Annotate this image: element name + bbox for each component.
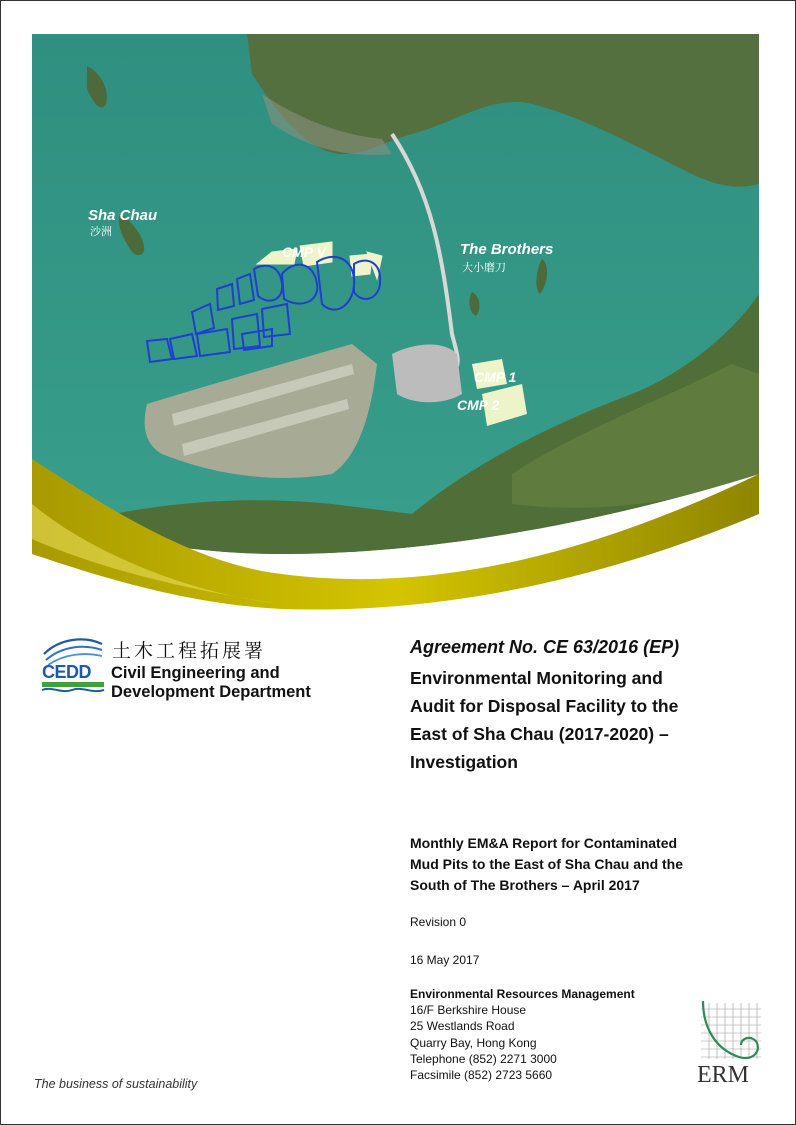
cmp-2-label: CMP 2	[457, 397, 500, 413]
report-title-line3: East of Sha Chau (2017-2020) –	[410, 724, 669, 744]
subtitle-line2: Mud Pits to the East of Sha Chau and the	[410, 856, 684, 872]
erm-address	[410, 986, 635, 1083]
address-facsimile: Facsimile (852) 2723 5660	[410, 1068, 553, 1083]
cmp-v-label: CMP V	[282, 244, 326, 260]
boundary-crossing-island	[392, 345, 462, 403]
cedd-english-name	[111, 664, 311, 702]
report-title-line1: Environmental Monitoring and	[410, 668, 663, 688]
sha-chau-cn-label: 沙洲	[90, 225, 112, 238]
address-telephone: Telephone (852) 2271 3000	[410, 1051, 557, 1066]
subtitle-line1: Monthly EM&A Report for Contaminated	[410, 835, 678, 851]
address-line3: Quarry Bay, Hong Kong	[410, 1035, 537, 1050]
report-date: 16 May 2017	[410, 953, 480, 967]
erm-logo-text: ERM	[697, 1062, 750, 1088]
cedd-chinese-name: 土木工程拓展署	[112, 640, 267, 662]
subtitle-line3: South of The Brothers – April 2017	[410, 877, 640, 893]
cedd-logo	[40, 632, 106, 700]
agreement-number: Agreement No. CE 63/2016 (EP)	[410, 637, 680, 657]
address-org: Environmental Resources Management	[410, 987, 635, 1001]
cover-aerial-map	[32, 34, 759, 614]
tagline: The business of sustainability	[34, 1077, 198, 1091]
the-brothers-cn-label: 大小磨刀	[462, 261, 506, 274]
cedd-abbrev: CEDD	[42, 662, 92, 682]
the-brothers-label: The Brothers	[460, 241, 554, 258]
report-title-line4: Investigation	[410, 752, 518, 772]
report-subtitle	[410, 833, 770, 896]
cedd-name-line1: Civil Engineering and	[111, 664, 280, 682]
cedd-name-line2: Development Department	[111, 683, 311, 701]
address-line2: 25 Westlands Road	[410, 1019, 515, 1034]
revision: Revision 0	[410, 915, 467, 929]
report-title-line2: Audit for Disposal Facility to the	[410, 696, 679, 716]
title-block	[410, 637, 770, 776]
cmp-1-label: CMP 1	[474, 369, 517, 385]
report-title	[410, 664, 770, 776]
address-line1: 16/F Berkshire House	[410, 1003, 527, 1018]
sha-chau-label: Sha Chau	[88, 207, 158, 224]
